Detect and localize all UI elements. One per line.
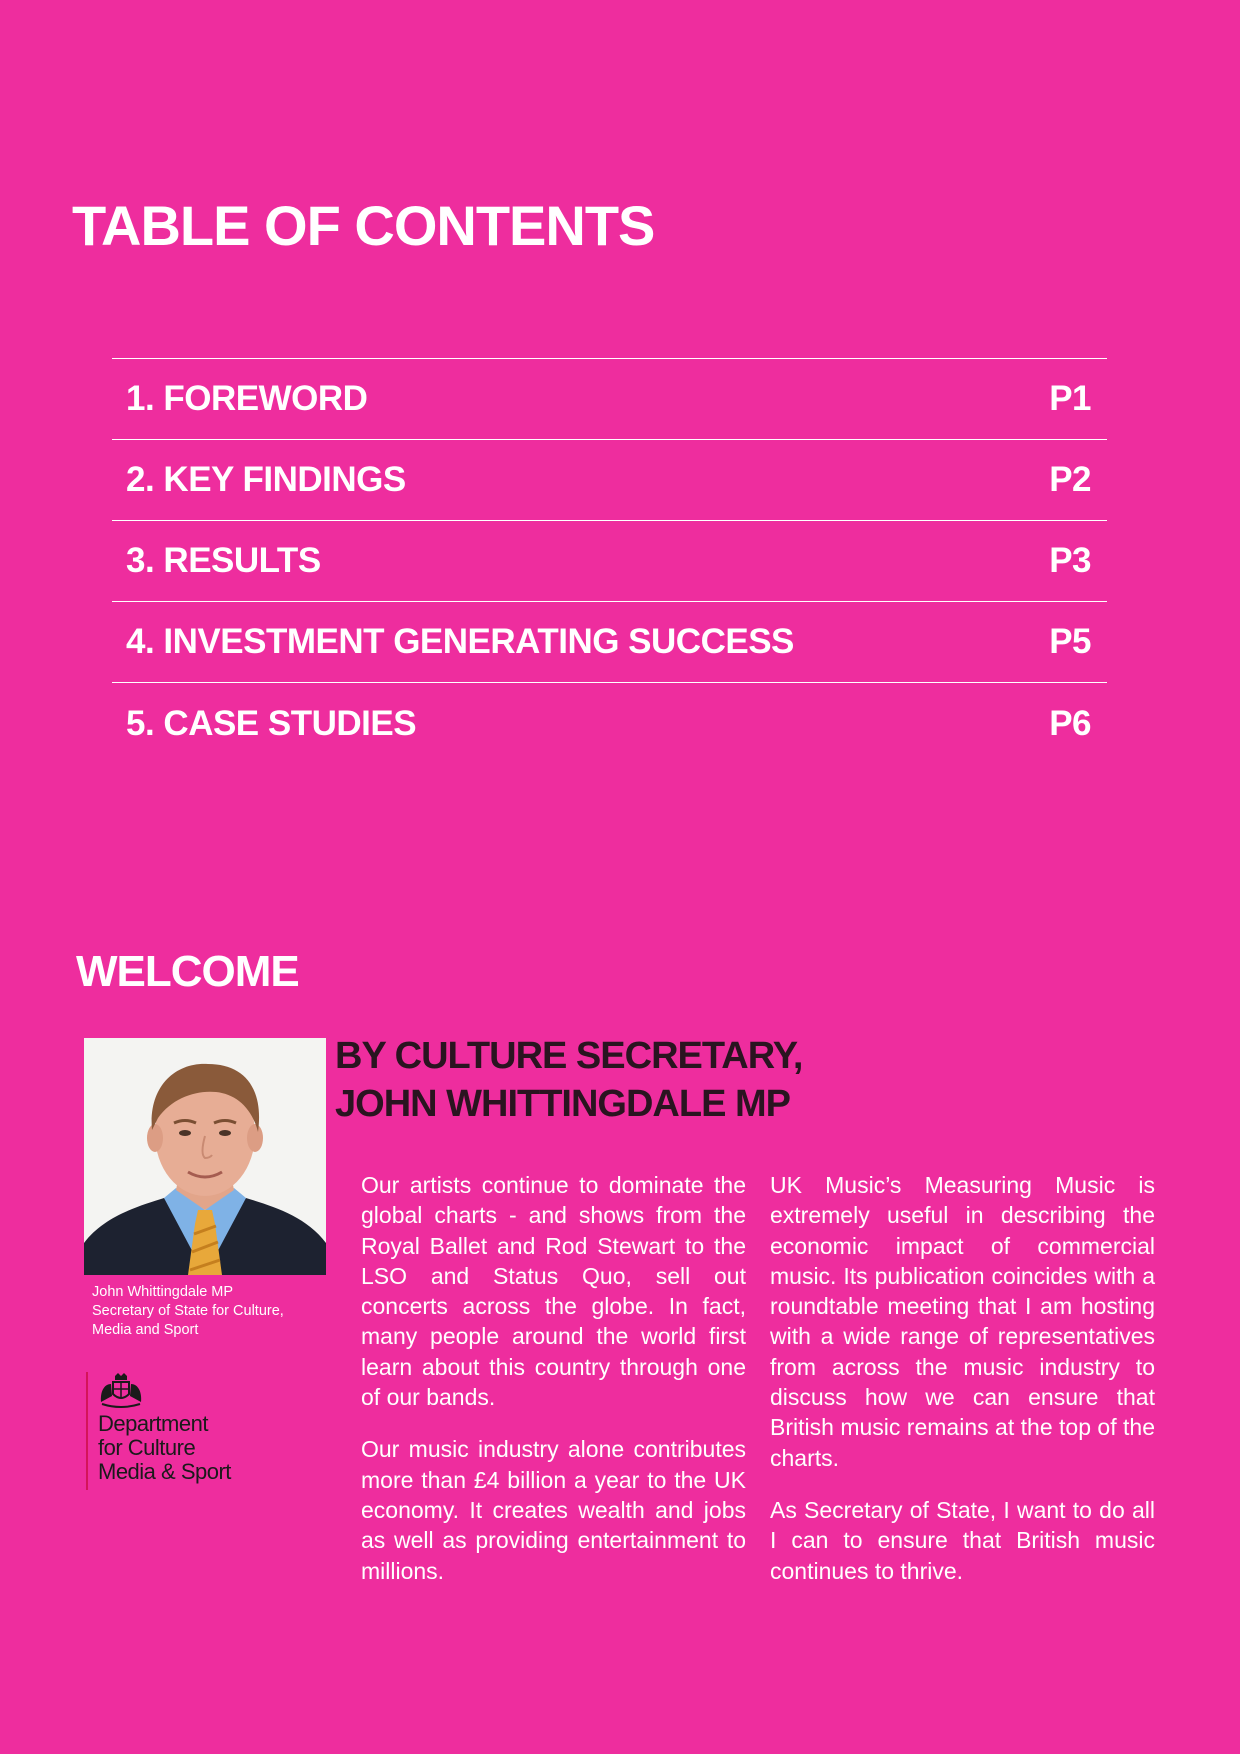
byline-line: BY CULTURE SECRETARY, bbox=[335, 1035, 803, 1077]
caption-role-continued: Media and Sport bbox=[92, 1322, 199, 1338]
byline-line: JOHN WHITTINGDALE MP bbox=[335, 1083, 790, 1125]
portrait-photo bbox=[84, 1038, 326, 1275]
toc-title: TABLE OF CONTENTS bbox=[72, 194, 655, 257]
body-column-right bbox=[770, 1170, 1155, 1608]
caption-name: John Whittingdale MP bbox=[92, 1284, 234, 1300]
toc-item-label: 1. FOREWORD bbox=[126, 379, 368, 418]
department-name-line: Media & Sport bbox=[98, 1459, 231, 1484]
toc-item-page: P6 bbox=[1049, 703, 1091, 743]
caption-role: Secretary of State for Culture, bbox=[92, 1303, 284, 1319]
toc-item-page: P5 bbox=[1049, 622, 1091, 661]
toc-item-investment[interactable] bbox=[112, 602, 1107, 683]
toc-item-results[interactable] bbox=[112, 521, 1107, 602]
body-column-left bbox=[361, 1170, 746, 1608]
toc-item-foreword[interactable] bbox=[112, 359, 1107, 440]
toc-item-page: P3 bbox=[1049, 541, 1091, 580]
toc-item-key-findings[interactable] bbox=[112, 440, 1107, 521]
body-paragraph: Our music industry alone contributes more than £4 billion a year to the UK economy. It creates wealth and jobs as well as providing entertainment to millions. bbox=[361, 1436, 746, 1584]
department-name-line: Department bbox=[98, 1411, 208, 1436]
toc-item-label: 3. RESULTS bbox=[126, 541, 321, 580]
welcome-title: WELCOME bbox=[76, 947, 299, 996]
toc-item-page: P1 bbox=[1049, 379, 1091, 418]
toc-item-page: P2 bbox=[1049, 460, 1091, 499]
byline-heading bbox=[335, 1032, 895, 1128]
toc-item-label: 2. KEY FINDINGS bbox=[126, 460, 406, 499]
toc-item-label: 4. INVESTMENT GENERATING SUCCESS bbox=[126, 622, 794, 661]
department-name-line: for Culture bbox=[98, 1435, 196, 1460]
royal-crest-icon bbox=[98, 1372, 144, 1408]
body-paragraph: As Secretary of State, I want to do all I can to ensure that British music continues to thrive. bbox=[770, 1496, 1155, 1584]
portrait-illustration bbox=[84, 1038, 326, 1275]
toc-list bbox=[112, 358, 1107, 764]
department-logo bbox=[86, 1372, 298, 1490]
toc-item-case-studies[interactable] bbox=[112, 683, 1107, 764]
body-paragraph: UK Music’s Measuring Music is extremely useful in describing the economic impact of commercial music. Its publication coincides with a roundtable meeting that I am hosting with a wide range of representatives from across the music industry to discuss how we can ensure that British music remains at the top of the charts. bbox=[770, 1172, 1155, 1471]
toc-item-label: 5. CASE STUDIES bbox=[126, 703, 417, 743]
photo-caption bbox=[92, 1283, 332, 1340]
body-paragraph: Our artists continue to dominate the global charts - and shows from the Royal Ballet and Rod Stewart to the LSO and Status Quo, sell out concerts across the globe. In fact, many people around the world first learn about this country through one of our bands. bbox=[361, 1172, 746, 1411]
